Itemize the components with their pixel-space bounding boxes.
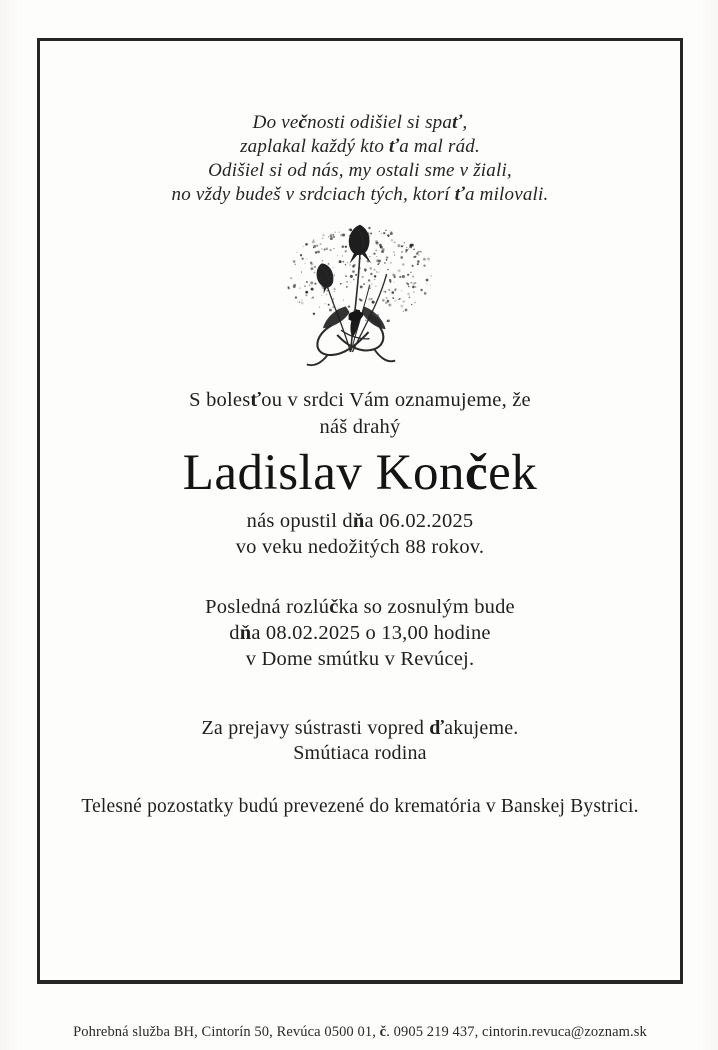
announcement-intro [40, 387, 680, 441]
grieving-family: Smútiaca rodina [293, 742, 427, 764]
card-frame [37, 38, 683, 1040]
cremation-note: Telesné pozostatky budú prevezené do krematória v Banskej Bystrici. [81, 796, 639, 817]
poem-line: Do večnosti odišiel si spať, [252, 112, 468, 133]
card-content [40, 111, 680, 1050]
memorial-poem [40, 111, 680, 207]
poem-line: zaplakal každý kto ťa mal rád. [240, 136, 480, 157]
poem-line: Odišiel si od nás, my ostali sme v žiali, [208, 160, 512, 181]
announcement-line: náš drahý [319, 416, 401, 438]
rose-bouquet-illustration [40, 219, 680, 371]
funeral-line: Posledná rozlúčka so zosnulým bude [205, 596, 515, 618]
death-date-line: nás opustil dňa 06.02.2025 [246, 510, 474, 532]
funeral-line: dňa 08.02.2025 o 13,00 hodine [229, 622, 491, 644]
condolence-section [40, 716, 680, 766]
rose-bouquet-icon [260, 219, 460, 371]
death-age-line: vo veku nedožitých 88 rokov. [235, 536, 485, 558]
condolence-thanks: Za prejavy sústrasti vopred ďakujeme. [201, 717, 519, 739]
footer-contact: Pohrebná služba BH, Cintorín 50, Revúca 0500 01, č. 0905 219 437, cintorin.revuca@zoznam.sk [73, 1024, 647, 1040]
announcement-line: S bolesťou v srdci Vám oznamujeme, že [189, 389, 531, 411]
deceased-name: Ladislav Konček [182, 445, 538, 501]
funeral-details [40, 594, 680, 672]
funeral-line: v Dome smútku v Revúcej. [245, 648, 475, 670]
death-info [40, 508, 680, 560]
poem-line: no vždy budeš v srdciach tých, ktorí ťa milovali. [171, 184, 549, 205]
